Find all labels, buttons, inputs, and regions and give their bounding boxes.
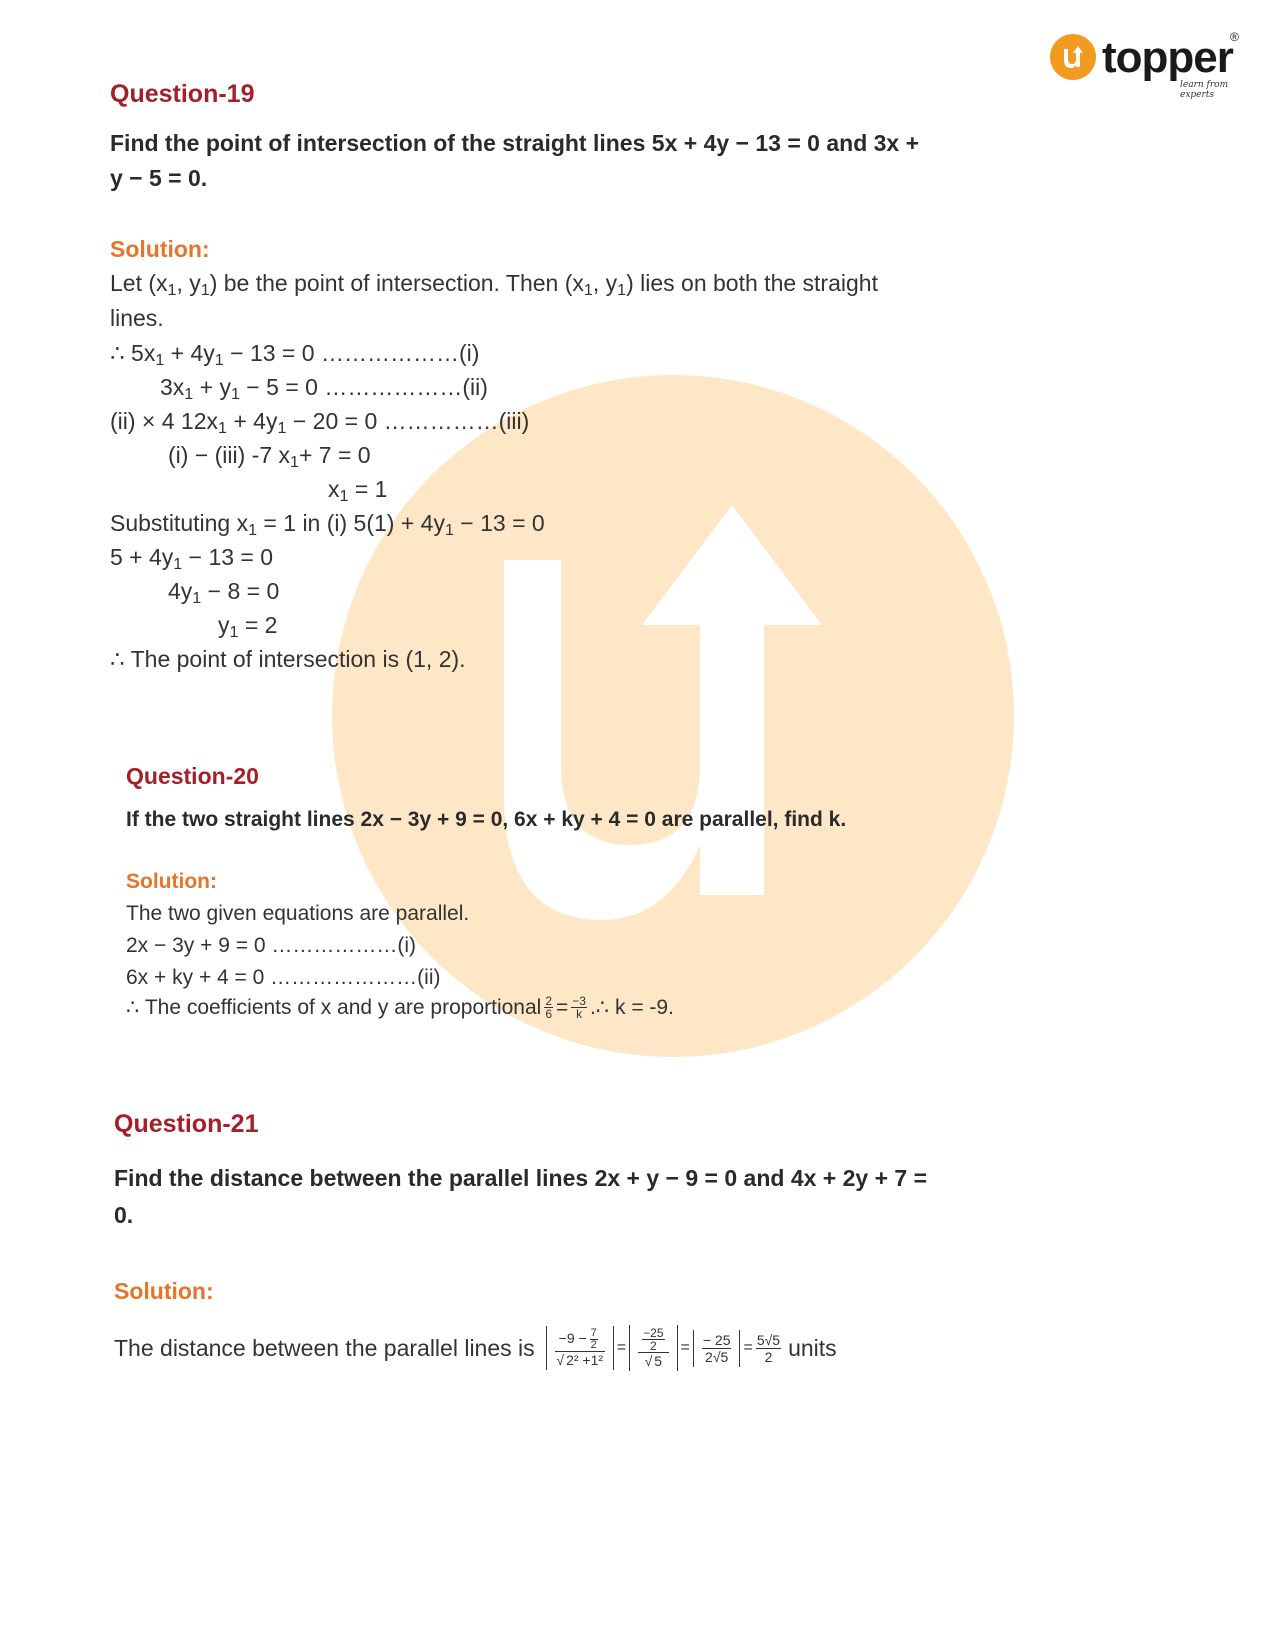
q21-abs-term-1: −9 − $\frac{7}{2}$ √ 2² +1² bbox=[546, 1326, 614, 1370]
q21-title: Question-21 bbox=[114, 1110, 259, 1138]
q19-equation-3: (ii) × 4 $12x_1 + 4y_1 - 20 = 0$ ……………(iii) bbox=[110, 408, 530, 438]
q19-equation-1: ∴ $5x_1 + 4y_1 - 13 = 0$ ………………(i) bbox=[110, 340, 480, 370]
q19-intro-line2: lines. bbox=[110, 305, 164, 331]
q19-equation-4: (i) − (iii) -7 $x_1+ 7 = 0$ bbox=[168, 442, 371, 472]
q20-title: Question-20 bbox=[126, 763, 259, 789]
q19-intro-line1: Let ($x_1$, $y_1$) be the point of intersection. Then ($x_1$, $y_1$) lies on both the straight bbox=[110, 270, 878, 300]
q20-line4: ∴ The coefficients of x and y are proportional $\frac{2}{6}$ = $\frac{-3}{k}$ .∴ k = -9. bbox=[126, 994, 674, 1021]
q19-question-line2: y − 5 = 0. bbox=[110, 165, 208, 191]
q19-conclusion: ∴ The point of intersection is (1, 2). bbox=[110, 646, 466, 672]
q20-fraction-neg3-k: $\frac{-3}{k}$ bbox=[572, 994, 586, 1021]
q21-question-line2: 0. bbox=[114, 1202, 134, 1228]
q19-equation-2: $3x_1 + y_1 - 5 = 0$ ………………(ii) bbox=[160, 374, 488, 404]
q19-equation-9: $y_1 = 2$ bbox=[218, 612, 278, 642]
q19-equation-6: Substituting $x_1 = 1$ in (i) $5(1) + 4y_1 - 13 = 0$ bbox=[110, 510, 545, 540]
q19-solution-label: Solution: bbox=[110, 236, 210, 262]
q21-distance-formula: The distance between the parallel lines is −9 − $\frac{7}{2}$ √ 2² +1² = $\frac{\frac{-25}{2}}{√ 5}$ = $\frac{- 25}{2√5}$ = $\frac{5√5}{2}$ units bbox=[114, 1326, 837, 1369]
q19-equation-5: $x_1 = 1$ bbox=[328, 476, 388, 506]
q20-fraction-2-6: $\frac{2}{6}$ bbox=[545, 994, 553, 1021]
q20-line2: 2x − 3y + 9 = 0 ………………(i) bbox=[126, 934, 417, 957]
q19-title: Question-19 bbox=[110, 80, 255, 108]
q19-question-line1: Find the point of intersection of the straight lines 5x + 4y − 13 = 0 and 3x + bbox=[110, 130, 920, 156]
topper-logo bbox=[1050, 30, 1245, 100]
q21-result-fraction: $\frac{5√5}{2}$ bbox=[756, 1331, 781, 1365]
q19-equation-8: $4y_1 - 8 = 0$ bbox=[168, 578, 280, 608]
registered-mark: ® bbox=[1230, 30, 1239, 44]
q20-line1: The two given equations are parallel. bbox=[126, 902, 470, 925]
logo-tagline: learn from experts bbox=[1180, 80, 1229, 100]
q21-solution-label: Solution: bbox=[114, 1278, 214, 1304]
logo-u-icon bbox=[1050, 34, 1096, 80]
q21-abs-term-3: $\frac{- 25}{2√5}$ bbox=[693, 1330, 741, 1367]
q21-question-line1: Find the distance between the parallel lines 2x + y − 9 = 0 and 4x + 2y + 7 = bbox=[114, 1165, 928, 1191]
q19-equation-7: $5 + 4y_1 - 13 = 0$ bbox=[110, 544, 274, 574]
q20-solution-label: Solution: bbox=[126, 870, 217, 893]
q20-question: If the two straight lines 2x − 3y + 9 = 0, 6x + ky + 4 = 0 are parallel, find k. bbox=[126, 808, 847, 831]
q20-line3: 6x + ky + 4 = 0 …………………(ii) bbox=[126, 966, 441, 989]
q21-abs-term-2: $\frac{\frac{-25}{2}}{√ 5}$ bbox=[629, 1325, 677, 1371]
logo-wordmark: topper bbox=[1102, 33, 1233, 82]
